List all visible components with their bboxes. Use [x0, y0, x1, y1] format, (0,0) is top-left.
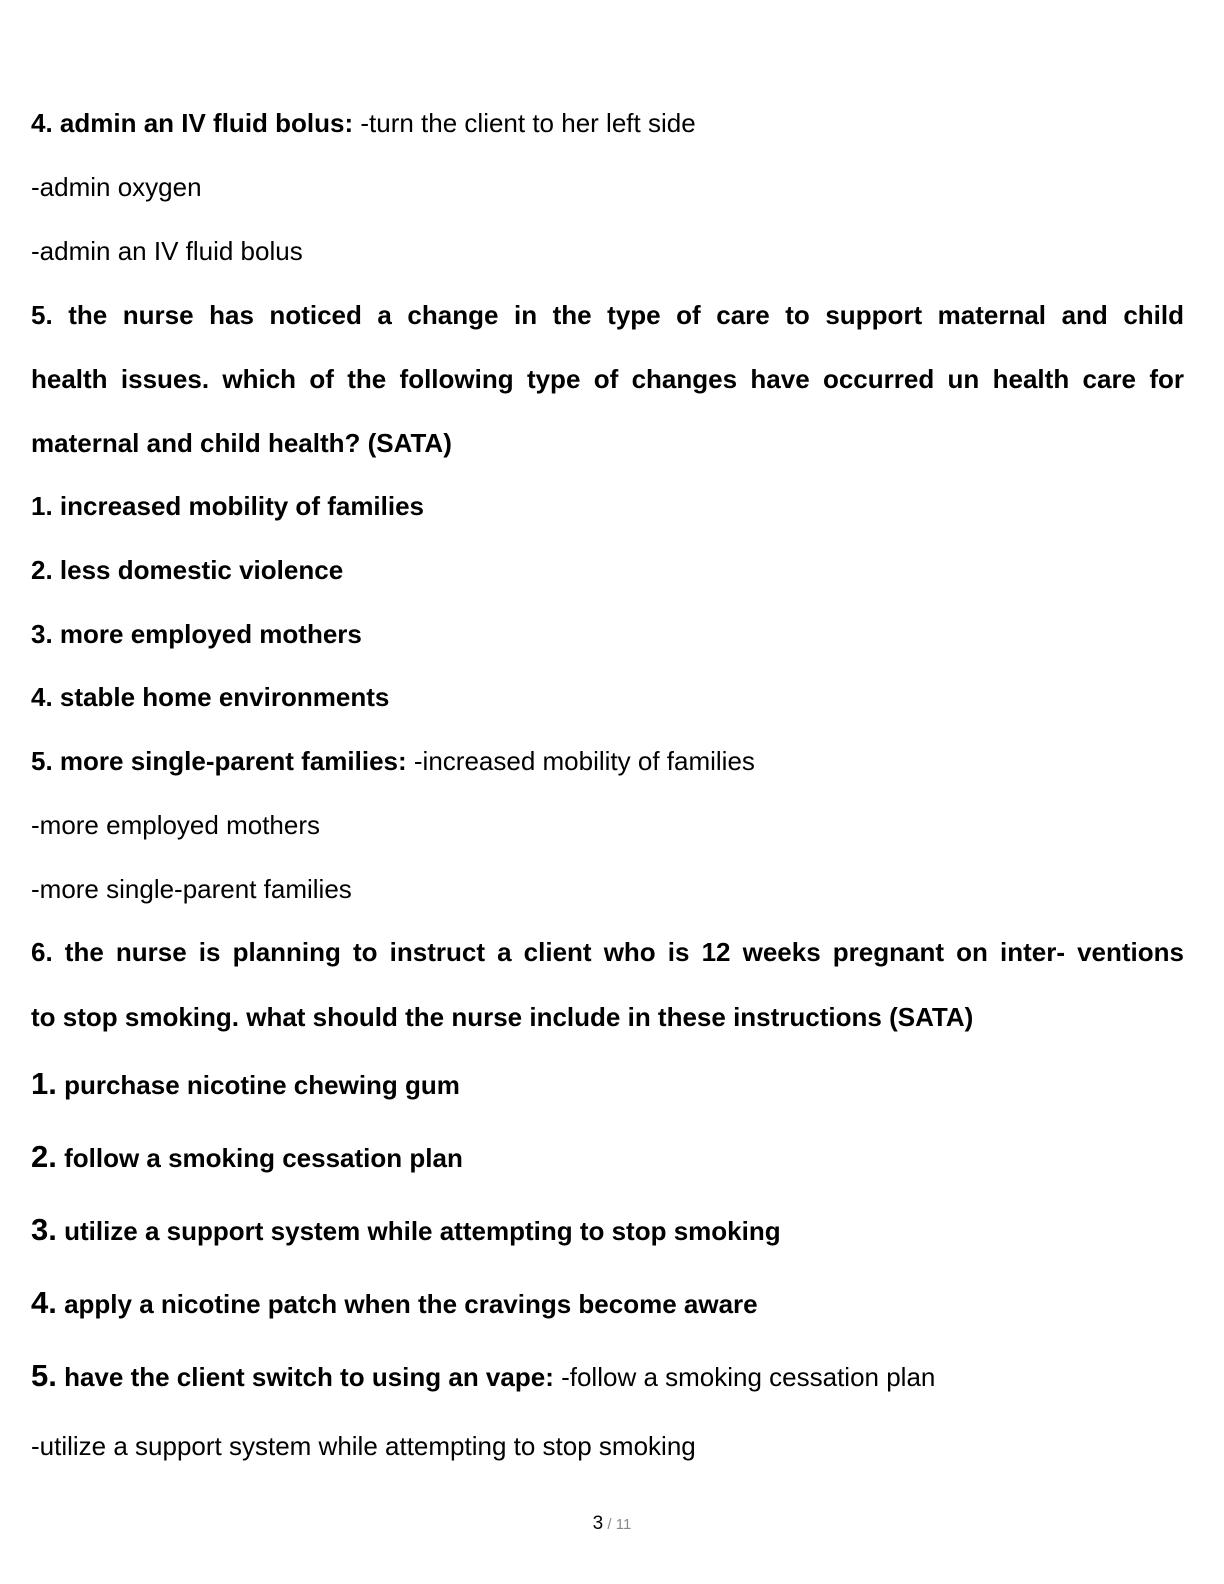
q6-option-2: [31, 1141, 463, 1174]
q5-answer-item-2: -more employed mothers: [31, 810, 320, 840]
q6-answer-text: -follow a smoking cessation plan: [553, 1362, 936, 1392]
q4-answer-item-3: -admin an IV fluid bolus: [31, 236, 303, 266]
q5-option-5-label: 5. more single-parent families:: [31, 746, 407, 776]
q6-option-3-number: 3.: [31, 1212, 57, 1247]
q5-option-3: 3. more employed mothers: [31, 619, 362, 649]
q6-option-3-text: utilize a support system while attempting to stop smoking: [56, 1216, 781, 1246]
q5-option-2: 2. less domestic violence: [31, 555, 344, 585]
q6-option-1-text: purchase nicotine chewing gum: [56, 1070, 460, 1100]
q5-answer-item-3: -more single-parent families: [31, 874, 352, 904]
current-page-number: 3: [592, 1513, 604, 1534]
q5-option-1: 1. increased mobility of families: [31, 491, 425, 521]
q5-question-line-1: 5. the nurse has noticed a change in the type of care to support maternal and child: [31, 300, 1184, 330]
total-pages: 11: [615, 1516, 632, 1533]
q5-question-line-3: maternal and child health? (SATA): [31, 428, 452, 458]
q5-option-5: [31, 745, 755, 777]
q4-answer-item-2: -admin oxygen: [31, 172, 202, 202]
q5-question-line-2: health issues. which of the following type of changes have occurred un health care for: [31, 364, 1184, 394]
page-separator: /: [603, 1516, 616, 1533]
page-number-footer: [0, 1510, 1224, 1539]
q6-question-line-1: 6. the nurse is planning to instruct a client who is 12 weeks pregnant on inter- ventions: [31, 937, 1184, 967]
q4-answer-text: -turn the client to her left side: [353, 108, 696, 138]
q6-option-4-text: apply a nicotine patch when the cravings become aware: [56, 1289, 758, 1319]
q6-answer-item-2: -utilize a support system while attempting to stop smoking: [31, 1431, 696, 1461]
q6-option-5-text: have the client switch to using an vape:: [56, 1362, 554, 1392]
q6-option-4: [31, 1287, 758, 1320]
q6-option-1: [31, 1068, 460, 1101]
q6-option-5: [31, 1360, 935, 1393]
q4-answer-label: 4. admin an IV fluid bolus:: [31, 108, 354, 138]
q6-option-2-number: 2.: [31, 1139, 57, 1174]
q6-option-4-number: 4.: [31, 1285, 57, 1320]
q6-option-1-number: 1.: [31, 1066, 57, 1101]
q6-question-line-2: to stop smoking. what should the nurse include in these instructions (SATA): [31, 1002, 974, 1032]
q5-option-4: 4. stable home environments: [31, 682, 390, 712]
q5-answer-text: -increased mobility of families: [406, 746, 755, 776]
q6-option-5-number: 5.: [31, 1358, 57, 1393]
q6-option-3: [31, 1214, 781, 1247]
q6-option-2-text: follow a smoking cessation plan: [56, 1143, 463, 1173]
q4-answer-line: [31, 107, 696, 139]
